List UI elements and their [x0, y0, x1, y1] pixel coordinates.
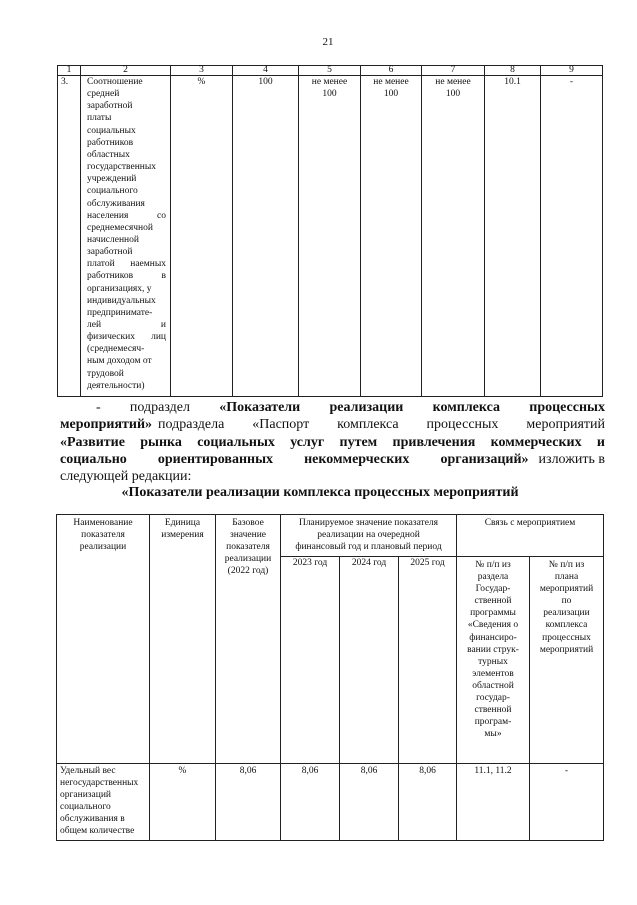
table-2-header-cell [398, 556, 457, 764]
indicator-name-line: заработной [87, 101, 133, 112]
table-1-cell [360, 75, 422, 397]
column-header-link: Связь с мероприятием [484, 518, 576, 528]
column-header-base: Базовое значение показателя реализации (2022 год) [224, 518, 272, 577]
col-number-9: 9 [569, 65, 574, 75]
paragraph-word: подраздел [129, 400, 190, 415]
link-value: 10.1 [504, 77, 521, 87]
column-header-2023: 2023 год [292, 558, 328, 568]
paragraph-text: мероприятий» [60, 417, 153, 432]
table-1-cell [232, 75, 299, 397]
plan-link-value: - [564, 766, 569, 776]
table-1-cell [298, 75, 361, 397]
column-header-program-link: № п/п из раздела Государ- ственной программы «Сведения о финансиро- вании струк- турных элементов областной государ- ственной програм- мы» [467, 560, 519, 740]
paragraph-line-4 [60, 451, 605, 469]
paragraph-line-1 [60, 399, 605, 417]
indicator-name: Удельный вес негосударственных организаций социального обслуживания в общем количестве [60, 766, 139, 837]
indicator-name-line: заработной [87, 247, 133, 258]
paragraph-line-2 [60, 416, 605, 434]
table-2-header-cell [280, 556, 340, 764]
value-2024: не менее 100 [373, 77, 409, 100]
indicator-name-line: социального [87, 186, 138, 197]
plan-value: - [569, 77, 574, 87]
column-header-2025: 2025 год [410, 558, 445, 568]
table-1-cell [484, 75, 541, 397]
col-number-7: 7 [450, 65, 456, 75]
paragraph-word: комплекса [432, 400, 500, 415]
indicator-name-line: деятельности) [87, 380, 145, 391]
col-number-1: 1 [66, 65, 72, 75]
value-2025: 8,06 [419, 766, 436, 776]
column-header-name: Наименование показателя реализации [73, 518, 133, 553]
column-header-planned: Планируемое значение показателя реализации на очередной финансовый год и плановый период [295, 518, 442, 553]
paragraph-text [158, 416, 605, 434]
paragraph-word: реализации [329, 400, 404, 415]
paragraph-text: социально ориентированных некоммерческих организаций» [60, 452, 529, 467]
row-number: 3. [61, 77, 69, 87]
paragraph-word: «Показатели [219, 400, 301, 415]
table-1-cell [57, 75, 81, 397]
table-2-header-cell [339, 556, 399, 764]
indicator-name-line: средней [87, 89, 120, 100]
col-number-6: 6 [388, 65, 394, 75]
base-value: 8,06 [239, 766, 257, 776]
value-2023: не менее 100 [311, 77, 348, 100]
indicator-name-line: работников в [87, 271, 166, 282]
paragraph-line-5: следующей редакции: [60, 469, 192, 484]
unit-value: % [178, 766, 187, 776]
paragraph-word: процессных [529, 400, 605, 415]
value-2023: 8,06 [301, 766, 319, 776]
column-header-plan-link: № п/п из плана мероприятий по реализации комплекса процессных мероприятий [539, 560, 594, 655]
table-2-header-cell [149, 514, 216, 764]
table-1-cell [540, 75, 603, 397]
paragraph-dash: - [96, 400, 101, 415]
indicator-name-line: физических лиц [87, 332, 166, 343]
indicator-name-line: государственных [87, 162, 157, 173]
column-header-unit: Единица измерения [161, 518, 204, 541]
paragraph-text: подраздела «Паспорт комплекса процессных мероприятий [158, 417, 605, 432]
indicator-name-line: предпринимате- [87, 307, 153, 318]
indicator-name-line: работников [87, 137, 134, 148]
table-1-cell [170, 75, 233, 397]
column-header-2024: 2024 год [351, 558, 387, 568]
value-2025: не менее 100 [435, 77, 471, 100]
section-heading: «Показатели реализации комплекса процессных мероприятий [121, 485, 519, 500]
indicator-name-line: населения со [87, 210, 166, 221]
paragraph-text: изложить в [538, 452, 605, 467]
col-number-5: 5 [327, 65, 332, 75]
col-number-4: 4 [263, 65, 268, 75]
indicator-name-line: индивидуальных [87, 295, 156, 306]
indicator-name-line: трудовой [87, 368, 124, 379]
unit-value: % [197, 77, 206, 87]
value-2024: 8,06 [360, 766, 378, 776]
col-number-2: 2 [123, 65, 128, 75]
indicator-name-line: ным доходом от [87, 356, 152, 367]
paragraph-line-3: «Развитие рынка социальных услуг путем привлечения коммерческих и [60, 435, 605, 450]
indicator-name-line: среднемесячной [87, 222, 153, 233]
indicator-name-line: обслуживания [87, 198, 145, 209]
indicator-name-line: лей и [87, 320, 166, 330]
page-number: 21 [322, 36, 334, 48]
indicator-name-line: платы [87, 113, 112, 124]
indicator-name-line: социальных [87, 125, 136, 136]
base-value: 100 [258, 77, 273, 87]
table-1-cell [421, 75, 485, 397]
indicator-name-line: (среднемесяч- [87, 344, 145, 355]
col-number-8: 8 [510, 65, 515, 75]
indicator-name-line: организациях, у [87, 283, 152, 294]
indicator-name-line: платой наемных [87, 259, 166, 270]
indicator-name-line: учреждений [87, 174, 137, 185]
program-link-value: 11.1, 11.2 [474, 766, 512, 776]
indicator-name-line: Соотношение [87, 77, 143, 87]
indicator-name-line: начисленной [87, 234, 139, 245]
col-number-3: 3 [199, 65, 204, 75]
indicator-name-line: областных [87, 149, 130, 160]
